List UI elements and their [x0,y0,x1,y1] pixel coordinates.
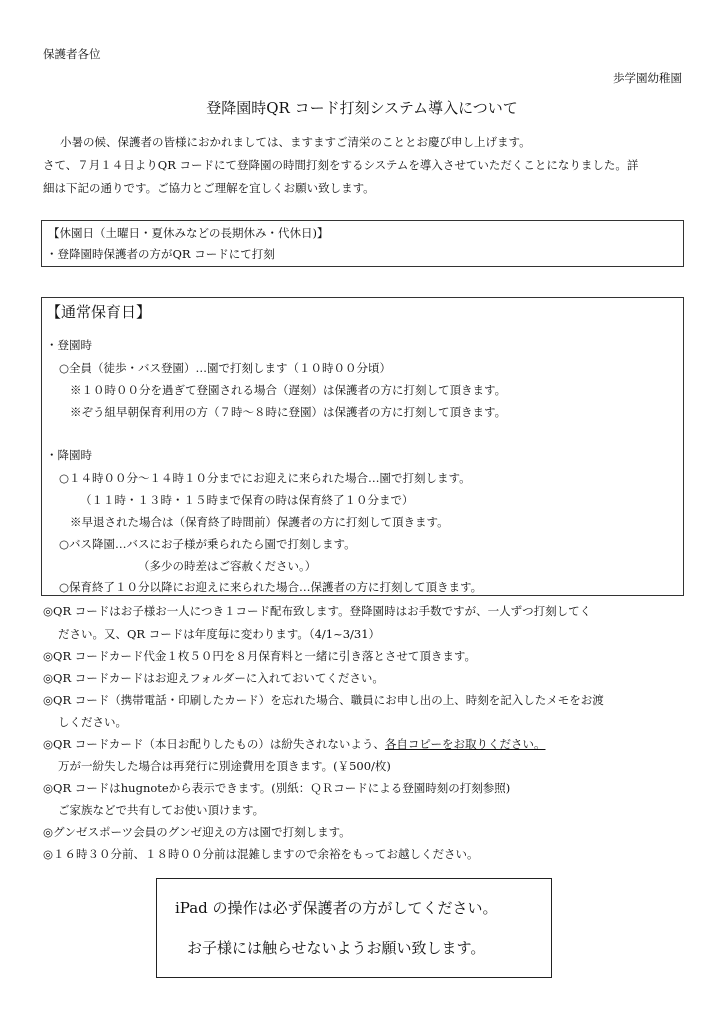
departure-label: ・降園時 [46,448,92,462]
callout-line-1: iPad の操作は必ず保護者の方がしてください。 [175,899,498,917]
note-6a: ◎QR コードはhugnoteから表示できます。(別紙：ＱＲコードによる登園時刻の打刻参照) [43,781,511,795]
sender-name: 歩学園幼稚園 [613,71,682,85]
normal-day-heading: 【通常保育日】 [46,303,152,321]
departure-line-1: ○１４時００分～１４時１０分までにお迎えに来られた場合…園で打刻します。 [59,471,471,485]
note-5a-text: ◎QR コードカード（本日お配りしたもの）は紛失されないよう、 [43,737,385,751]
arrival-line-3: ※ぞう組早朝保育利用の方（７時～８時に登園）は保護者の方に打刻して頂きます。 [70,405,507,419]
note-4b: しください。 [58,715,127,729]
note-5b: 万が一紛失した場合は再発行に別途費用を頂きます。(￥500/枚) [58,759,391,773]
holiday-heading: 【休園日（土曜日・夏休みなどの長期休み・代休日)】 [48,226,329,240]
holiday-item: ・登降園時保護者の方がQR コードにて打刻 [46,247,275,261]
note-5a-underlined: 各自コピーをお取りください。 [384,737,546,751]
departure-line-2: （１１時・１３時・１５時まで保育の時は保育終了１０分まで） [80,493,414,507]
departure-line-5: （多少の時差はご容赦ください。） [138,559,317,573]
note-6b: ご家族などで共有してお使い頂けます。 [58,803,265,817]
arrival-line-2: ※１０時００分を過ぎて登園される場合（遅刻）は保護者の方に打刻して頂きます。 [70,383,507,397]
note-4a: ◎QR コード（携帯電話・印刷したカード）を忘れた場合、職員にお申し出の上、時刻を記入したメモをお渡 [43,693,604,707]
intro-line-2: さて、７月１４日よりQR コードにて登降園の時間打刻をするシステムを導入させていただくことになりました。詳 [43,158,639,172]
note-5a [43,736,545,752]
note-1a: ◎QR コードはお子様お一人につき１コード配布致します。登降園時はお手数ですが、一人ずつ打刻してく [43,604,592,618]
note-8: ◎１６時３０分前、１８時００分前は混雑しますので余裕をもってお越しください。 [43,847,479,861]
note-3: ◎QR コードカードはお迎えフォルダーに入れておいてください。 [43,671,384,685]
page-title: 登降園時QR コード打刻システム導入について [206,99,518,117]
arrival-line-1: ○全員（徒歩・バス登園）…園で打刻します（１０時００分頃） [59,361,392,375]
departure-line-4: ○バス降園…バスにお子様が乗られたら園で打刻します。 [59,537,356,551]
departure-line-6: ○保育終了１０分以降にお迎えに来られた場合…保護者の方に打刻して頂きます。 [59,580,483,594]
addressee: 保護者各位 [43,47,101,61]
note-1b: ださい。又、QR コードは年度毎に変わります。（4/1~3/31） [58,627,381,641]
departure-line-3: ※早退された場合は（保育終了時間前）保護者の方に打刻して頂きます。 [70,515,449,529]
arrival-label: ・登園時 [46,338,92,352]
note-7: ◎グンゼスポーツ会員のグンゼ迎えの方は園で打刻します。 [43,825,351,839]
normal-day-box [41,297,684,596]
holiday-box [41,220,684,267]
callout-line-2: お子様には触らせないようお願い致します。 [187,939,486,957]
intro-line-3: 細は下記の通りです。ご協力とご理解を宜しくお願い致します。 [43,181,375,195]
intro-line-1: 小暑の候、保護者の皆様におかれましては、ますますご清栄のこととお慶び申し上げます。 [60,135,531,149]
ipad-callout-box [156,878,552,978]
note-2: ◎QR コードカード代金１枚５０円を８月保育料と一緒に引き落とさせて頂きます。 [43,649,477,663]
